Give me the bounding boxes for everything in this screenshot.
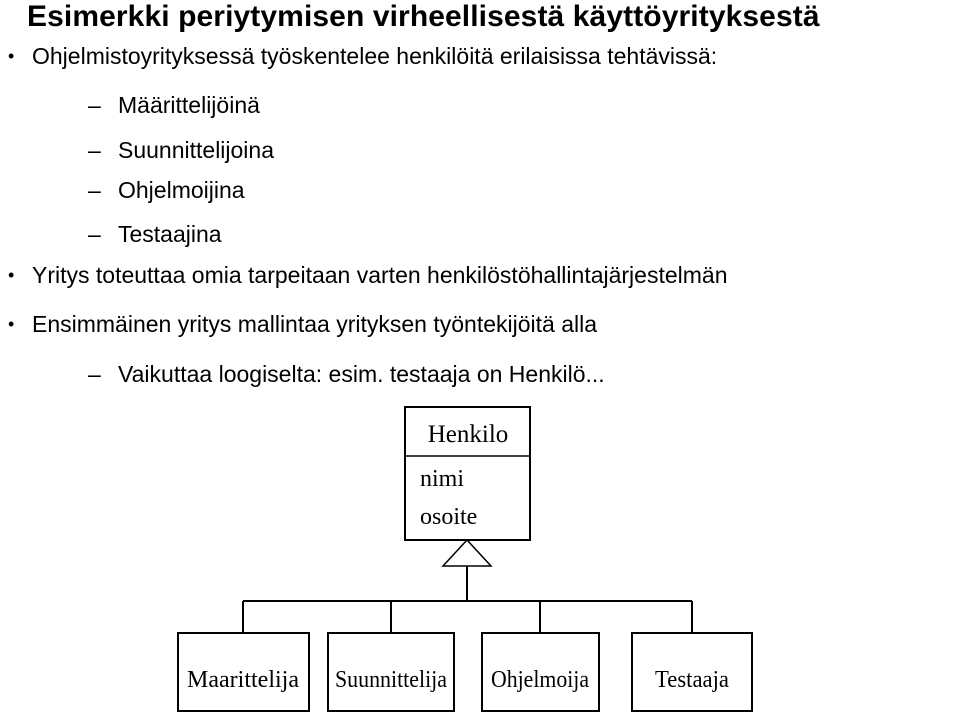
sub-bullet-text: Suunnittelijoina bbox=[118, 137, 275, 163]
sub-bullet-text: Testaajina bbox=[118, 221, 222, 247]
dash-icon: – bbox=[88, 92, 101, 118]
subclass-box bbox=[328, 633, 454, 711]
subclass-name: Maarittelija bbox=[187, 667, 300, 693]
sub-bullet-text: Vaikuttaa loogiselta: esim. testaaja on Henkilö... bbox=[118, 361, 605, 387]
subclass-box bbox=[632, 633, 752, 711]
superclass-box bbox=[405, 407, 530, 540]
bullet-text: Ensimmäinen yritys mallintaa yrityksen työntekijöitä alla bbox=[32, 311, 597, 337]
subclass-name: Testaaja bbox=[655, 667, 730, 693]
superclass-name: Henkilo bbox=[427, 421, 509, 448]
sub-bullet-text: Ohjelmoijina bbox=[118, 177, 245, 203]
bullet-icon: • bbox=[8, 314, 15, 334]
subclass-name: Ohjelmoija bbox=[491, 667, 590, 693]
slide-title: Esimerkki periytymisen virheellisestä käyttöyrityksestä bbox=[27, 0, 820, 33]
dash-icon: – bbox=[88, 177, 101, 203]
sub-bullet-text: Määrittelijöinä bbox=[118, 92, 260, 118]
dash-icon: – bbox=[88, 361, 101, 387]
subclass-box bbox=[482, 633, 599, 711]
inheritance-triangle bbox=[443, 540, 491, 566]
subclass-name: Suunnittelija bbox=[335, 667, 448, 693]
bullet-icon: • bbox=[8, 265, 15, 285]
superclass-attribute: osoite bbox=[420, 504, 478, 530]
bullet-icon: • bbox=[8, 46, 15, 66]
bullet-text: Ohjelmistoyrityksessä työskentelee henkilöitä erilaisissa tehtävissä: bbox=[32, 43, 718, 69]
dash-icon: – bbox=[88, 221, 101, 247]
bullet-text: Yritys toteuttaa omia tarpeitaan varten henkilöstöhallintajärjestelmän bbox=[32, 262, 728, 288]
subclass-box bbox=[178, 633, 309, 711]
superclass-attribute: nimi bbox=[420, 466, 465, 492]
dash-icon: – bbox=[88, 137, 101, 163]
inheritance-connectors bbox=[243, 566, 692, 633]
